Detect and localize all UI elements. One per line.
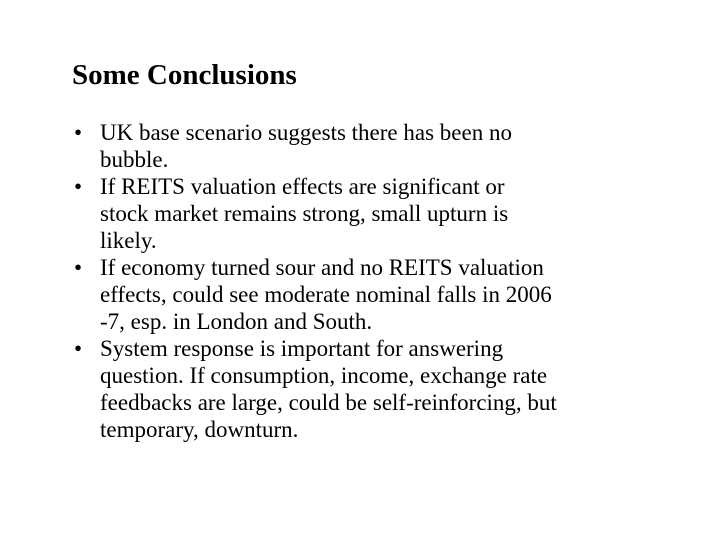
bullet-icon: • [74,120,83,145]
bullet-item [72,254,672,335]
bullet-line: likely. [100,228,157,253]
bullet-line: stock market remains strong, small upturn is [100,201,509,226]
bullet-text [100,254,672,335]
bullet-icon: • [74,174,83,199]
bullet-line: feedbacks are large, could be self-reinforcing, but [100,390,557,415]
bullet-line: System response is important for answering [100,336,504,361]
bullet-text [100,119,672,173]
bullet-line: If economy turned sour and no REITS valuation [100,255,544,280]
bullet-icon: • [74,255,83,280]
bullet-list [72,119,672,443]
bullet-item [72,173,672,254]
bullet-line: -7, esp. in London and South. [100,309,373,334]
bullet-icon: • [74,336,83,361]
bullet-item [72,119,672,173]
slide-title: Some Conclusions [72,59,297,91]
bullet-line: UK base scenario suggests there has been no [100,120,512,145]
bullet-line: question. If consumption, income, exchange rate [100,363,548,388]
bullet-text [100,173,672,254]
bullet-line: effects, could see moderate nominal falls in 2006 [100,282,552,307]
bullet-text [100,335,672,443]
bullet-line: If REITS valuation effects are significant or [100,174,505,199]
bullet-line: bubble. [100,147,169,172]
bullet-line: temporary, downturn. [100,417,299,442]
bullet-item [72,335,672,443]
